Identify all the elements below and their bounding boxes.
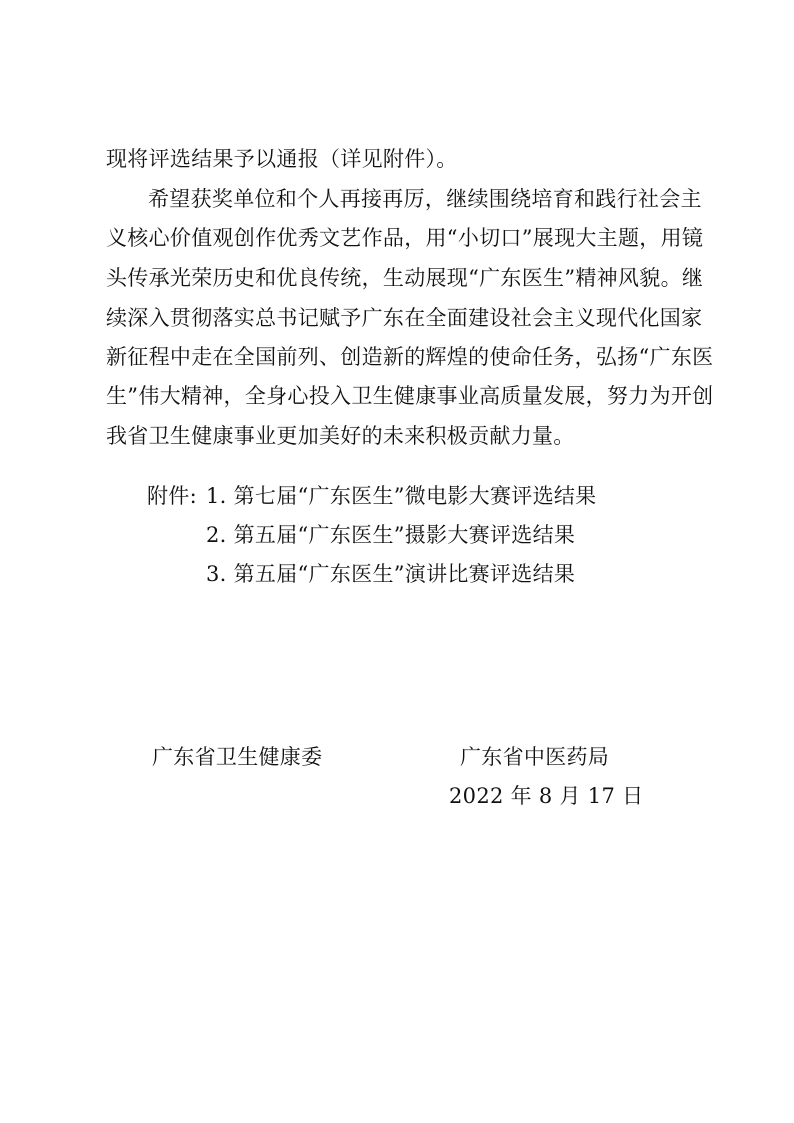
paragraph-2-line-4: 续深入贯彻落实总书记赋予广东在全面建设社会主义现代化国家 — [106, 306, 703, 330]
signature-org-right: 广东省中医药局 — [460, 745, 610, 769]
attachments-label: 附件: — [147, 484, 197, 508]
paragraph-2-line-2: 义核心价值观创作优秀文艺作品，用“小切口”展现大主题，用镜 — [106, 226, 704, 250]
attachment-item-3: 3. 第五届“广东医生”演讲比赛评选结果 — [206, 562, 576, 586]
signature-org-left: 广东省卫生健康委 — [152, 745, 323, 769]
paragraph-2-line-3: 头传承光荣历史和优良传统，生动展现“广东医生”精神风貌。继 — [106, 266, 704, 290]
paragraph-2-line-5: 新征程中走在全国前列、创造新的辉煌的使命任务，弘扬“广东医 — [106, 345, 714, 369]
paragraph-1-line-1: 现将评选结果予以通报（详见附件）。 — [106, 147, 458, 171]
signature-date: 2022 年 8 月 17 日 — [449, 784, 644, 808]
attachment-item-1: 1. 第七届“广东医生”微电影大赛评选结果 — [206, 484, 597, 508]
paragraph-2-line-1: 希望获奖单位和个人再接再厉，继续围绕培育和践行社会主 — [148, 187, 702, 211]
paragraph-2-line-7: 我省卫生健康事业更加美好的未来积极贡献力量。 — [106, 424, 575, 448]
paragraph-2-line-6: 生”伟大精神，全身心投入卫生健康事业高质量发展，努力为开创 — [106, 384, 714, 408]
attachment-item-2: 2. 第五届“广东医生”摄影大赛评选结果 — [206, 523, 576, 547]
